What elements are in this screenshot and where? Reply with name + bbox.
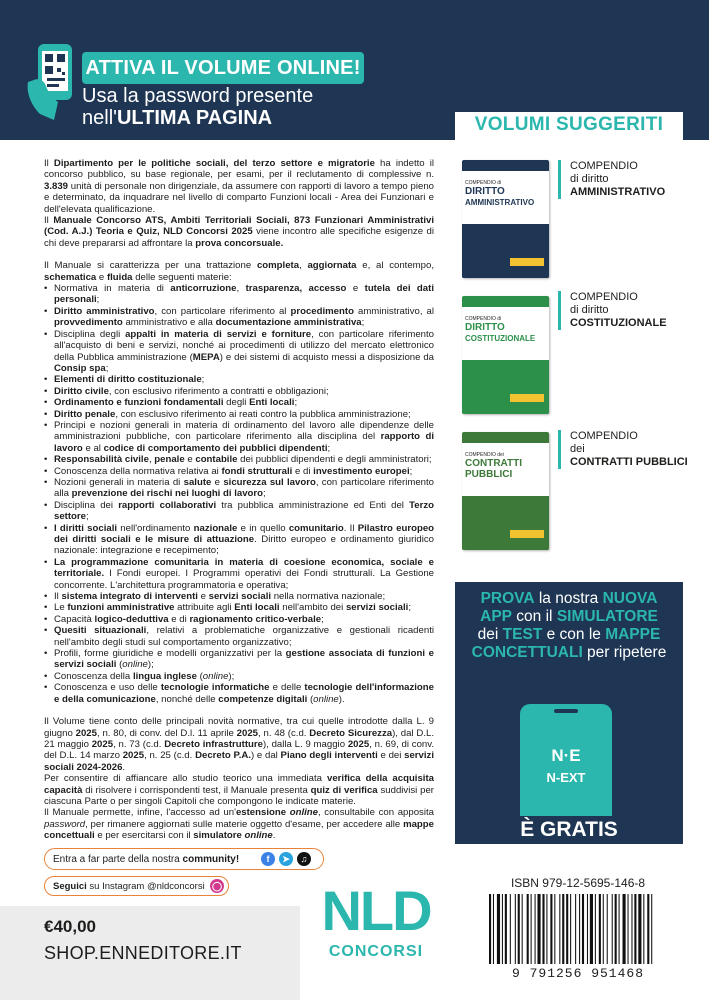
password-hint-line1: Usa la password presente [82,85,314,107]
list-item: • Conoscenza della lingua inglese (online); [44,671,434,682]
password-hint-line2: nell'ULTIMA PAGINA [82,107,273,129]
instagram-icon[interactable]: ◯ [211,881,223,891]
paragraph-features: Il Manuale si caratterizza per una trattazione completa, aggiornata e, al contempo, schematica e fluida delle seguenti materie: [44,260,434,283]
suggested-book-1[interactable]: COMPENDIO di diritto AMMINISTRATIVO [558,160,688,199]
book-cover-contratti[interactable]: COMPENDIO dei CONTRATTI PUBBLICI [462,432,549,550]
nld-concorsi-logo: NLD CONCORSI [321,879,431,960]
list-item: • Responsabilità civile, penale e contabile dei pubblici dipendenti e degli amministratori; [44,454,434,465]
telegram-icon[interactable]: ➤ [279,852,293,866]
price: €40,00 [44,917,96,936]
list-item: • La programmazione comunitaria in materia di coesione economica, sociale e territoriale. I Fondi europei. I Programmi operativi dei Fondi strutturali. La Gestione concorrente. L'architettura programmatoria e operativa; [44,557,434,591]
app-promo-text: PROVA la nostra NUOVA APP con il SIMULATORE dei TEST e con le MAPPE CONCETTUALI per ripetere [471,590,667,661]
suggested-book-3[interactable]: COMPENDIO dei CONTRATTI PUBBLICI [558,430,688,469]
list-item: • Nozioni generali in materia di salute e sicurezza sul lavoro, con particolare riferimento alla prevenzione dei rischi nei luoghi di lavoro; [44,477,434,500]
book-cover-costituzionale[interactable]: COMPENDIO di DIRITTO COSTITUZIONALE [462,296,549,414]
suggested-book-2[interactable]: COMPENDIO di diritto COSTITUZIONALE [558,291,688,330]
isbn-block [475,872,681,988]
list-item: • Diritto penale, con esclusivo riferimento ai reati contro la pubblica amministrazione; [44,409,434,420]
list-item: • Profili, forme giuridiche e modelli organizzativi per la gestione associata di funzioni e servizi sociali (online); [44,648,434,671]
list-item: • Disciplina degli appalti in materia di servizi e forniture, con particolare riferimento all'acquisto di beni e servizi, nonché ai procedimenti di utilizzo del mercato elettronico della Pubblica amministrazione (MEPA) e dei sistemi di acquisto messi a disposizione da Consip spa; [44,329,434,375]
app-free-label: È GRATIS [520,818,618,841]
instagram-banner: Seguici su Instagram @nldconcorsi ◯ [44,876,229,896]
tiktok-icon[interactable]: ♫ [297,852,311,866]
activate-label: ATTIVA IL VOLUME ONLINE! [85,57,361,79]
list-item: • Disciplina dei rapporti collaborativi tra pubblica amministrazione ed Enti del Terzo settore; [44,500,434,523]
activate-volume-banner [82,52,364,84]
paragraph-updates: Il Volume tiene conto delle principali novità normative, tra cui quelle introdotte dalla L. 9 giugno 2025, n. 80, di conv. del D.l. 11 aprile 2025, n. 48 (c.d. Decreto Sicurezza), dal D.L. 21 maggio 2025, n. 73 (c.d. Decreto infrastrutture), dalla L. 9 maggio 2025, n. 69, di conv. del D.L. 14 marzo 2025, n. 25 (c.d. Decreto P.A.) e dal Piano degli interventi e dei servizi sociali 2024-2026. [44,716,435,773]
list-item: • Principi e nozioni generali in materia di ordinamento del lavoro alle dipendenze delle amministrazioni pubbliche, con particolare riferimento alla disciplina del rapporto di lavoro e al codice di comportamento dei pubblici dipendenti; [44,420,434,454]
isbn-label: ISBN 979-12-5695-146-8 [510,876,646,890]
paragraph-online: Il Manuale permette, infine, l'accesso ad un'estensione online, consultabile con apposita password, per rimanere aggiornati sulle materie oggetto d'esame, per accedere alle mappe concettuali e per esercitarsi con il simulatore online. [44,807,434,842]
list-item: • Il sistema integrato di interventi e servizi sociali nella normativa nazionale; [44,591,434,602]
description-text [44,158,434,842]
shop-url[interactable]: SHOP.ENNEDITORE.IT [44,943,242,963]
subjects-list [44,283,434,705]
community-banner: Entra a far parte della nostra community! f ➤ ♫ [44,848,324,870]
paragraph-manual: Il Manuale Concorso ATS, Ambiti Territoriali Sociali, 873 Funzionari Amministrativi (Cod. A.J.) Teoria e Quiz, NLD Concorsi 2025 viene incontro alle specifiche esigenze di chi deve prepararsi ad affrontare la prova concorsuale. [44,215,435,249]
list-item: • Le funzioni amministrative attribuite agli Enti locali nell'ambito dei servizi sociali; [44,602,434,613]
isbn-digits: 9 791256 951468 [511,966,645,981]
app-promo-box[interactable] [455,582,683,844]
list-item: • Conoscenza della normativa relativa ai fondi strutturali e di investimento europei; [44,466,434,477]
facebook-icon[interactable]: f [261,852,275,866]
list-item: • Conoscenza e uso delle tecnologie informatiche e delle tecnologie dell'informazione e della comunicazione, nonché delle competenze digitali (online). [44,682,434,705]
app-phone-icon [520,704,612,816]
header-banner [0,0,709,140]
list-item: • Quesiti situazionali, relativi a problematiche organizzative e gestionali ricadenti nell'ambito degli studi sul comportamento organizzativo; [44,625,434,648]
list-item: • Diritto amministrativo, con particolare riferimento al procedimento amministrativo, al provvedimento amministrativo e alla documentazione amministrativa; [44,306,434,329]
list-item: • Elementi di diritto costituzionale; [44,374,434,385]
next-logo-text: N-EXT [546,770,586,785]
next-logo: N·E [551,746,581,765]
list-item: • Capacità logico-deduttiva e di ragionamento critico-verbale; [44,614,434,625]
paragraph-quiz: Per consentire di affiancare allo studio teorico una immediata verifica della acquisita capacità di risolvere i corrispondenti test, il Manuale presenta quiz di verifica suddivisi per ciascuna Parte o per singoli Capitoli che compongono le indicate materie. [44,773,435,807]
book-cover-amministrativo[interactable]: COMPENDIO di DIRITTO AMMINISTRATIVO [462,160,549,278]
list-item: • Diritto civile, con esclusivo riferimento a contratti e obbligazioni; [44,386,434,397]
phone-qr-icon [24,42,80,122]
list-item: • I diritti sociali nell'ordinamento nazionale e in quello comunitario. Il Pilastro europeo dei diritti sociali e le misure di attuazione. Diritto europeo e ordinamento giuridico nazionale: integrazione e recepimento; [44,523,434,557]
list-item: • Ordinamento e funzioni fondamentali degli Enti locali; [44,397,434,408]
barcode [487,894,669,964]
paragraph-intro: Il Dipartimento per le politiche sociali, del terzo settore e migratorie ha indetto il concorso pubblico, su base regionale, per esami, per il reclutamento di complessive n. 3.839 unità di personale non dirigenziale, da assumere con rapporti di lavoro a tempo pieno e determinato, da inquadrare nel livello di comparto Funzioni locali - Area dei Funzionari e dell'elevata qualificazione. [44,158,434,215]
suggested-volumes-heading: VOLUMI SUGGERITI [455,112,683,140]
list-item: • Normativa in materia di anticorruzione, trasparenza, accesso e tutela dei dati personali; [44,283,434,306]
